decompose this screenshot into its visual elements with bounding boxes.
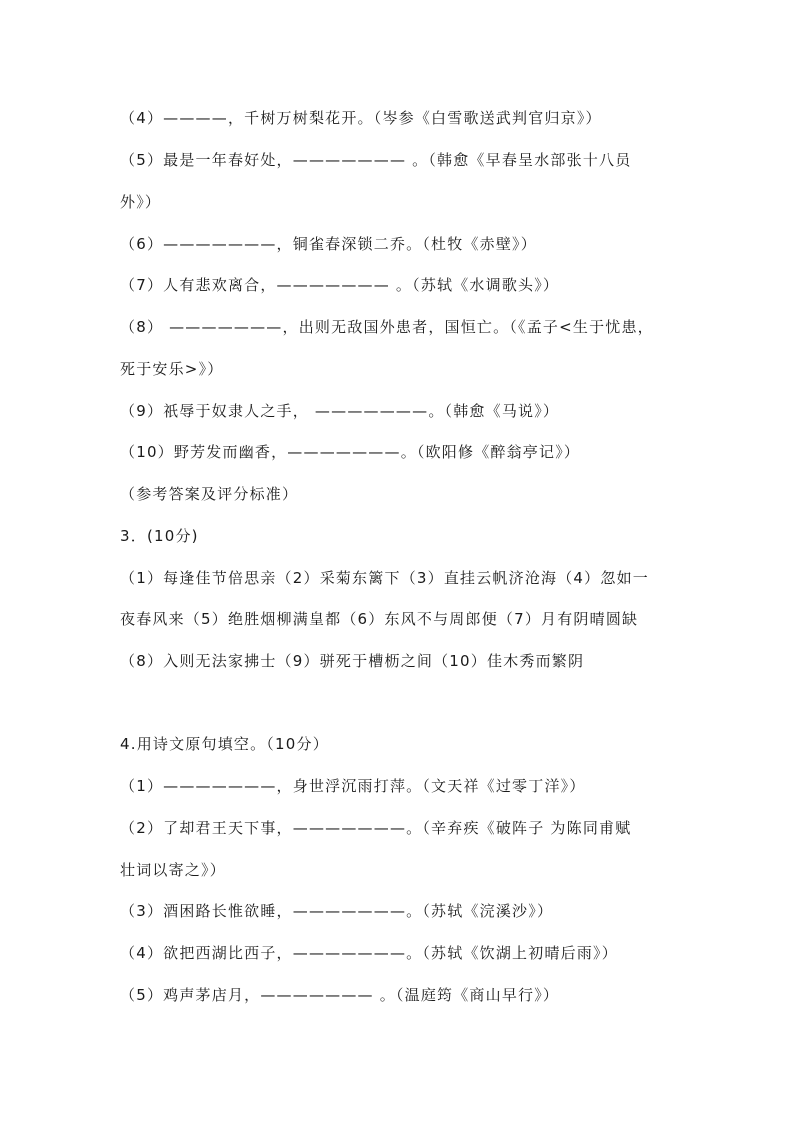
q4-item-5: （5）鸡声茅店月，——————— 。（温庭筠《商山早行》）: [120, 986, 560, 1004]
fill-item-6: （6）———————，铜雀春深锁二乔。（杜牧《赤壁》）: [120, 235, 537, 253]
fill-item-7: （7）人有悲欢离合，——————— 。（苏轼《水调歌头》）: [120, 276, 560, 294]
fill-item-4: （4）————，千树万树梨花开。（岑参《白雪歌送武判官归京》）: [120, 109, 602, 127]
q4-item-1: （1）———————，身世浮沉雨打萍。（文天祥《过零丁洋》）: [120, 777, 586, 795]
answer-line-2: 夜春风来（5）绝胜烟柳满皇都（6）东风不与周郎便（7）月有阴晴圆缺: [120, 610, 639, 628]
question-4-heading: 4.用诗文原句填空。（10分）: [120, 735, 329, 753]
fill-item-9: （9）祇辱于奴隶人之手， ———————。（韩愈《马说》）: [120, 402, 560, 420]
q4-item-2-cont: 壮词以寄之》）: [120, 861, 226, 879]
answer-line-3: （8）入则无法家拂士（9）骈死于槽枥之间（10）佳木秀而繁阴: [120, 652, 585, 670]
question-3-label: 3．(10分): [120, 527, 199, 545]
fill-item-8-cont: 死于安乐>》）: [120, 360, 224, 378]
fill-item-8: （8） ———————，出则无敌国外患者，国恒亡。（《孟子<生于忧患，: [120, 318, 654, 336]
answer-heading: （参考答案及评分标准）: [120, 485, 299, 503]
fill-item-5: （5）最是一年春好处，——————— 。（韩愈《早春呈水部张十八员: [120, 151, 632, 169]
q4-item-4: （4）欲把西湖比西子，———————。（苏轼《饮湖上初晴后雨》）: [120, 944, 618, 962]
fill-item-10: （10）野芳发而幽香，———————。（欧阳修《醉翁亭记》）: [120, 443, 581, 461]
q4-item-3: （3）酒困路长惟欲睡，———————。（苏轼《浣溪沙》）: [120, 902, 554, 920]
fill-item-5-cont: 外》）: [120, 193, 162, 211]
q4-item-2: （2）了却君王天下事，———————。（辛弃疾《破阵子 为陈同甫赋: [120, 819, 632, 837]
answer-line-1: （1）每逢佳节倍思亲（2）采菊东篱下（3）直挂云帆济沧海（4）忽如一: [120, 569, 649, 587]
